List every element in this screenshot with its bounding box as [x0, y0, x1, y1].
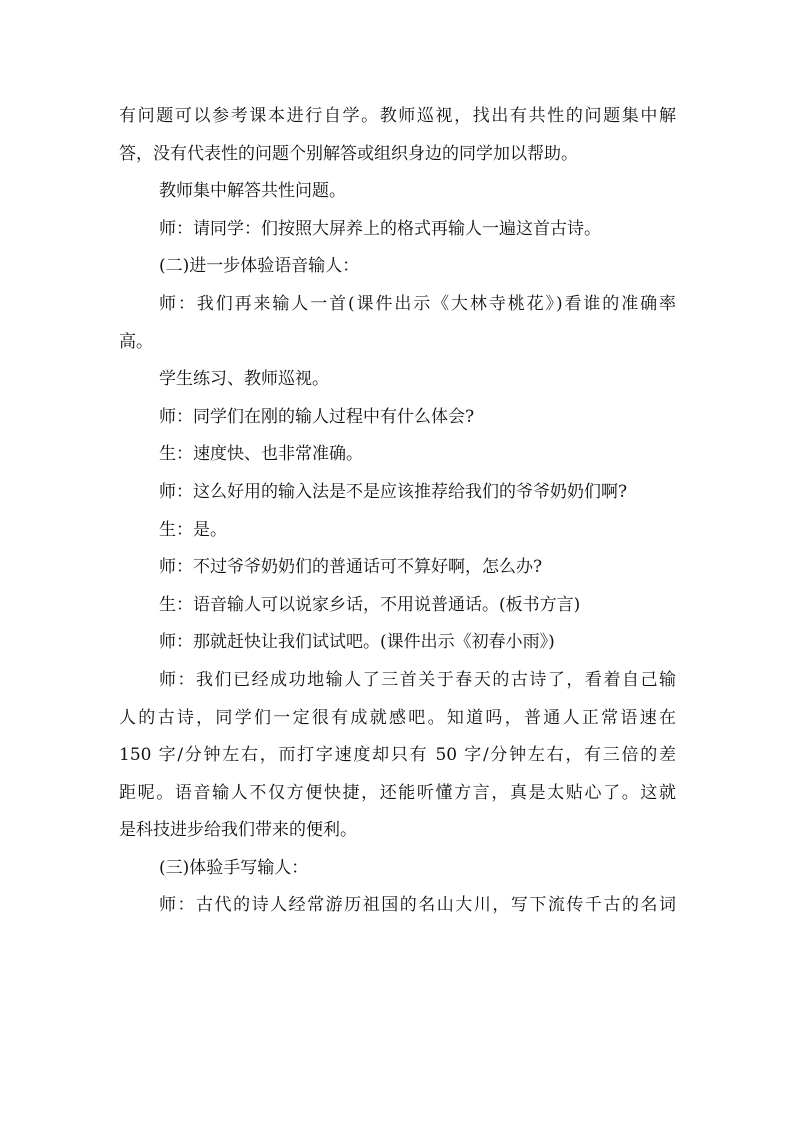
paragraph: 学生练习、教师巡视。 [159, 369, 329, 390]
document-body [119, 98, 676, 925]
section-heading: (二)进一步体验语音输人： [159, 256, 360, 277]
paragraph: 师：古代的诗人经常游历祖国的名山大川，写下流传千古的名词 [159, 895, 676, 916]
paragraph: 师：同学们在刚的输人过程中有什么体会? [159, 406, 475, 427]
paragraph: 生：是。 [159, 519, 227, 540]
paragraph: 师：这么好用的输入法是不是应该推荐给我们的爷爷奶奶们啊? [159, 481, 628, 502]
paragraph-line: 人的古诗，同学们一定很有成就感吧。知道吗，普通人正常语速在 [119, 707, 676, 728]
section-heading: (三)体验手写输人： [159, 857, 309, 878]
paragraph: 教师集中解答共性问题。 [159, 181, 346, 202]
paragraph-line: 师：我们再来输人一首(课件出示《大林寺桃花》)看谁的准确率 [159, 293, 676, 314]
paragraph-line: 是科技进步给我们带来的便利。 [119, 820, 357, 841]
paragraph: 生：速度快、也非常准确。 [159, 444, 363, 465]
paragraph-line: 答，没有代表性的问题个别解答或组织身边的同学加以帮助。 [119, 143, 578, 164]
paragraph-line: 150 字/分钟左右，而打字速度却只有 50 字/分钟左右，有三倍的差 [119, 745, 676, 766]
paragraph: 师：不过爷爷奶奶们的普通话可不算好啊，怎么办? [159, 557, 543, 578]
paragraph-line: 有问题可以参考课本进行自学。教师巡视，找出有共性的问题集中解 [119, 106, 676, 126]
paragraph: 生：语音输人可以说家乡话，不用说普通话。(板书方言) [159, 594, 581, 615]
paragraph-line: 师：我们已经成功地输人了三首关于春天的古诗了，看着自己输 [159, 669, 676, 690]
paragraph-line: 高。 [119, 331, 153, 352]
paragraph: 师：请同学：们按照大屏养上的格式再输人一遍这首古诗。 [159, 218, 601, 239]
paragraph: 师：那就赶快让我们试试吧。(课件出示《初春小雨》) [159, 632, 555, 653]
paragraph-line: 距呢。语音输人不仅方便快捷，还能听懂方言，真是太贴心了。这就 [119, 782, 676, 803]
